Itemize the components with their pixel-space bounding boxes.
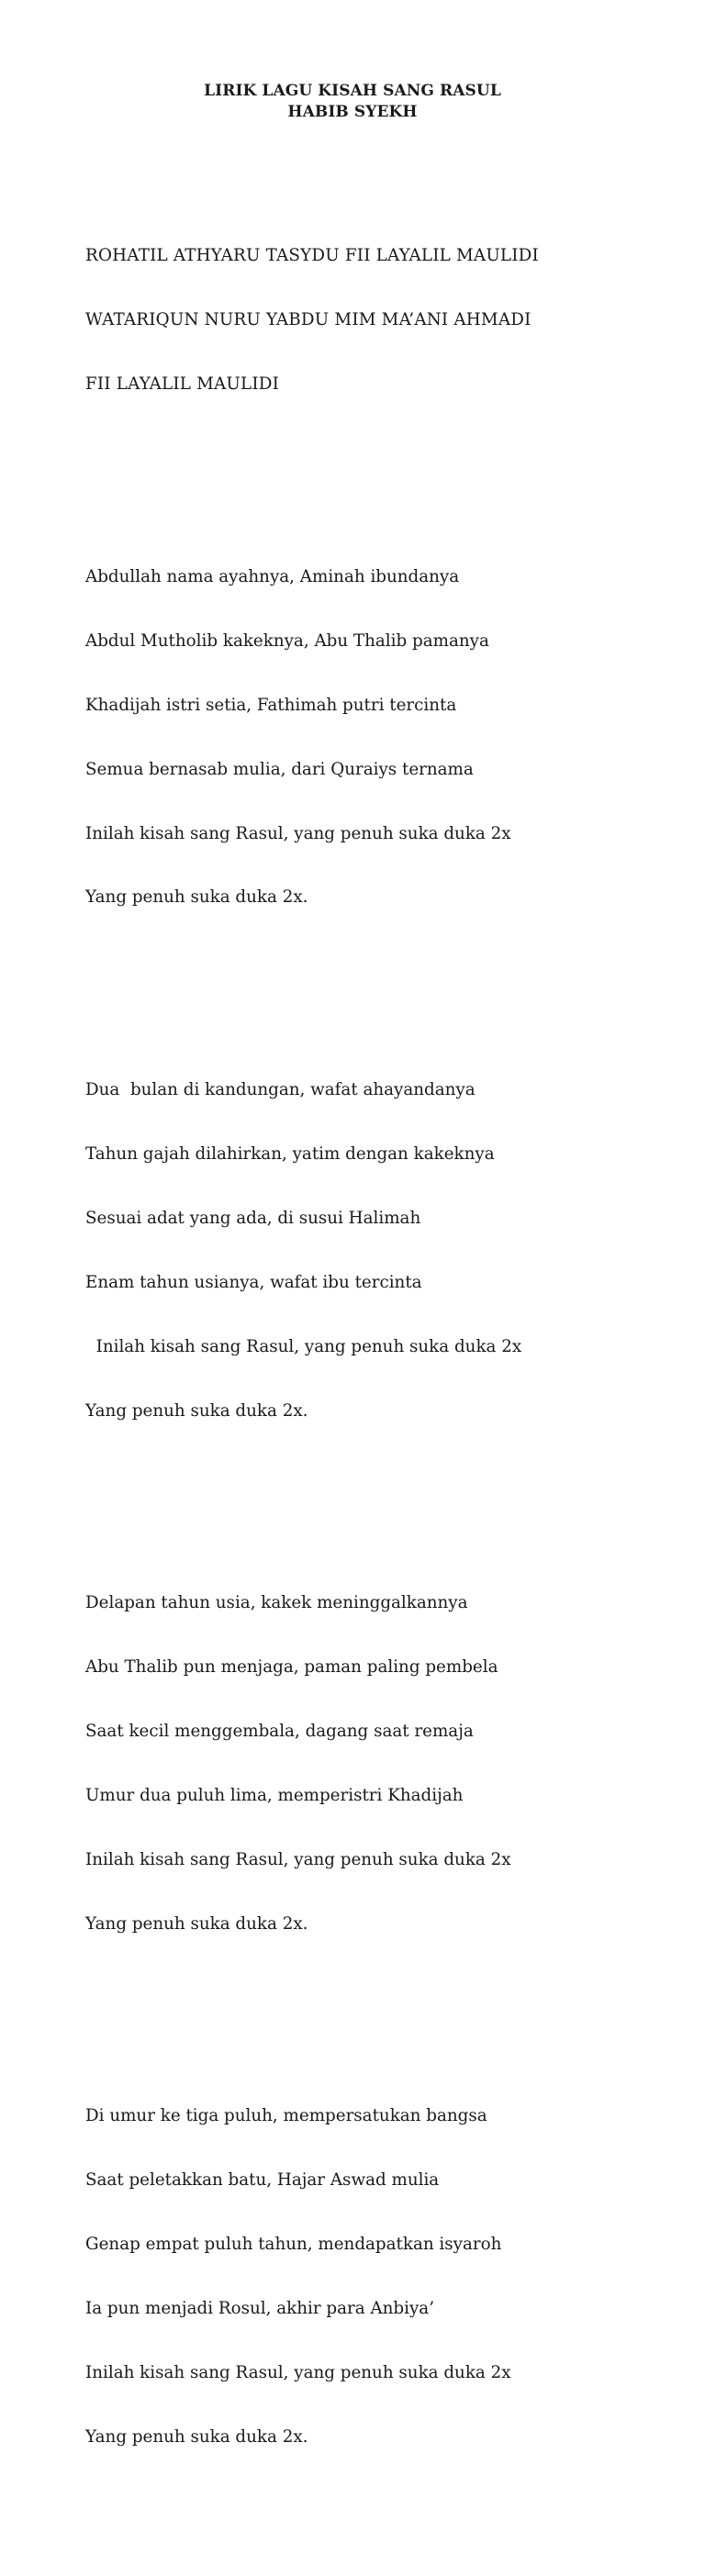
verse-stanza-1 (85, 523, 539, 951)
lyric-line: Di umur ke tiga puluh, mempersatukan bangsa (85, 2106, 487, 2126)
lyric-line: Umur dua puluh lima, memperistri Khadijah (85, 1785, 464, 1805)
lyric-line: Dua bulan di kandungan, wafat ahayandanya (85, 1080, 476, 1100)
lyric-line: Sesuai adat yang ada, di susui Halimah (85, 1208, 421, 1228)
document-subtitle: HABIB SYEKH (287, 103, 418, 121)
title-block (0, 81, 705, 123)
lyric-line: Genap empat puluh tahun, mendapatkan isyaroh (85, 2235, 502, 2255)
refrain-line: Inilah kisah sang Rasul, yang penuh suka duka 2x (85, 2362, 511, 2382)
document-title: LIRIK LAGU KISAH SANG RASUL (204, 82, 501, 100)
lyric-line: Abdullah nama ayahnya, Aminah ibundanya (85, 566, 460, 586)
refrain-line: Yang penuh suka duka 2x. (85, 887, 308, 908)
lyric-line: Saat kecil menggembala, dagang saat remaja (85, 1721, 474, 1741)
verse-stanza-4 (85, 2063, 539, 2491)
lyric-line: Tahun gajah dilahirkan, yatim dengan kakeknya (85, 1143, 495, 1164)
lyric-line: Khadijah istri setia, Fathimah putri tercinta (85, 695, 457, 715)
lyric-line: Ia pun menjadi Rosul, akhir para Anbiya’ (85, 2298, 435, 2318)
refrain-line: Inilah kisah sang Rasul, yang penuh suka duka 2x (85, 1336, 522, 1356)
refrain-line: Yang penuh suka duka 2x. (85, 2426, 308, 2447)
verse-stanza-3 (85, 1550, 539, 1978)
lyric-line: Delapan tahun usia, kakek meninggalkannya (85, 1593, 468, 1613)
lyrics-body (85, 139, 539, 2576)
intro-line: WATARIQUN NURU YABDU MIM MA’ANI AHMADI (85, 310, 532, 330)
refrain-line: Inilah kisah sang Rasul, yang penuh suka duka 2x (85, 1849, 511, 1869)
intro-line: FII LAYALIL MAULIDI (85, 374, 280, 395)
verse-stanza-2 (85, 1036, 539, 1464)
lyric-line: Saat peletakkan batu, Hajar Aswad mulia (85, 2170, 440, 2191)
refrain-line: Yang penuh suka duka 2x. (85, 1913, 308, 1934)
lyric-line: Abdul Mutholib kakeknya, Abu Thalib pamanya (85, 630, 489, 651)
intro-stanza (85, 203, 539, 438)
refrain-line: Inilah kisah sang Rasul, yang penuh suka duka 2x (85, 823, 511, 843)
intro-line: ROHATIL ATHYARU TASYDU FII LAYALIL MAULIDI (85, 246, 539, 266)
lyric-line: Semua bernasab mulia, dari Quraiys ternama (85, 759, 474, 779)
lyric-line: Enam tahun usianya, wafat ibu tercinta (85, 1272, 422, 1292)
lyric-line: Abu Thalib pun menjaga, paman paling pembela (85, 1657, 498, 1678)
refrain-line: Yang penuh suka duka 2x. (85, 1400, 308, 1421)
